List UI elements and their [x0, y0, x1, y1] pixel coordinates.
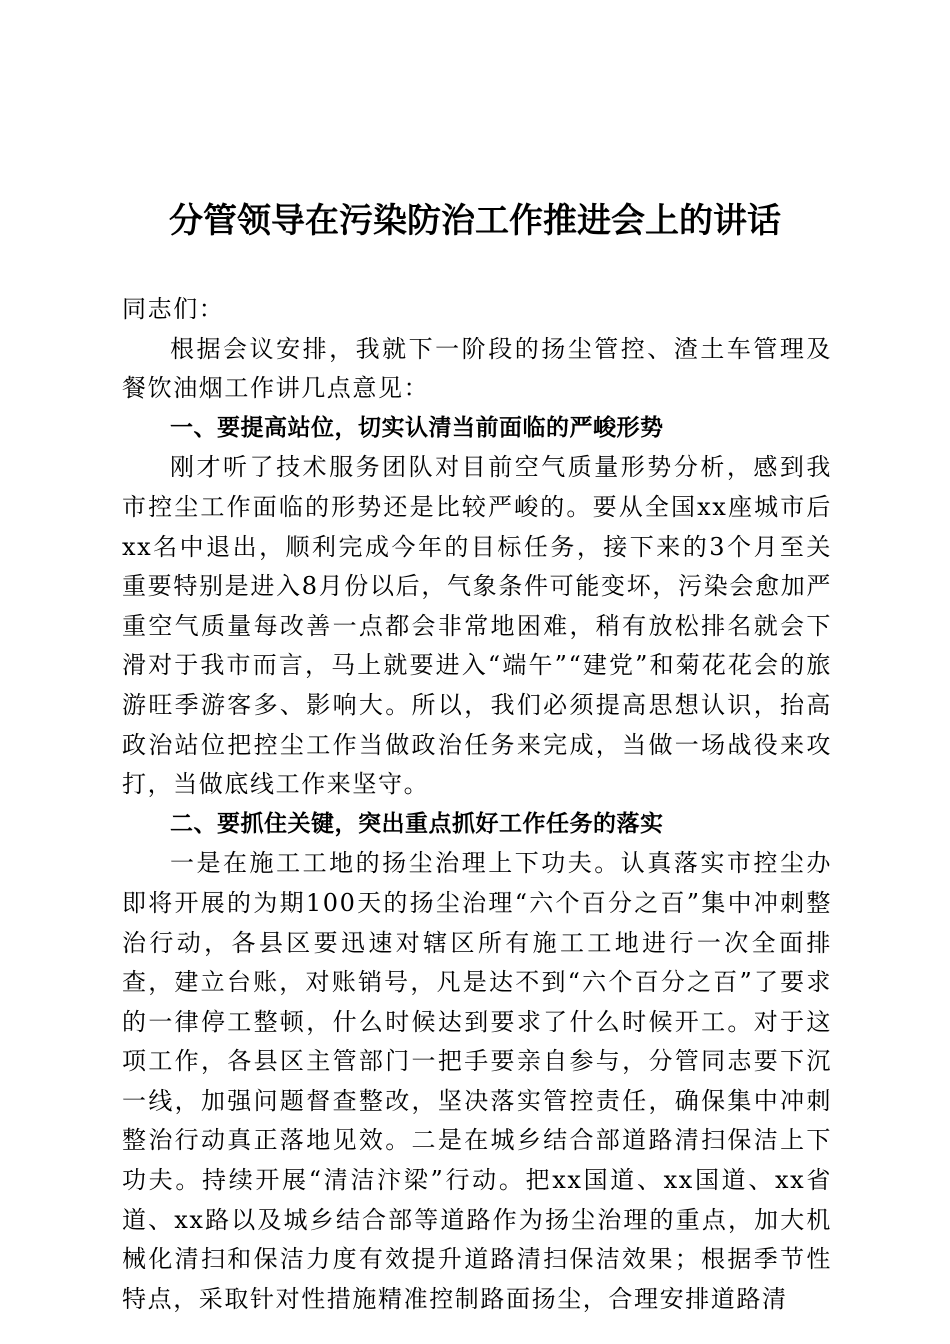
- section-2-heading: 二、要抓住关键，突出重点抓好工作任务的落实: [170, 810, 664, 837]
- intro-paragraph: 根据会议安排，我就下一阶段的扬尘管控、渣土车管理及餐饮油烟工作讲几点意见：: [122, 334, 832, 403]
- salutation: 同志们：: [122, 295, 225, 323]
- section-2-paragraph: 一是在施工工地的扬尘治理上下功夫。认真落实市控尘办即将开展的为期100天的扬尘治理“六个百分之百”集中冲刺整治行动，各县区要迅速对辖区所有施工工地进行一次全面排查，建立台账，对账销号，凡是达不到“六个百分之百”了要求的一律停工整顿，什么时候达到要求了什么时候开工。对于这项工作，各县区主管部门一把手要亲自参与，分管同志要下沉一线，加强问题督查整改，坚决落实管控责任，确保集中冲刺整治行动真正落地见效。二是在城乡结合部道路清扫保洁上下功夫。持续开展“清洁汴梁”行动。把xx国道、xx国道、xx省道、xx路以及城乡结合部等道路作为扬尘治理的重点，加大机械化清扫和保洁力度有效提升道路清扫保洁效果；根据季节性特点，采取针对性措施精准控制路面扬尘，合理安排道路清: [122, 849, 832, 1313]
- section-1-heading: 一、要提高站位，切实认清当前面临的严峻形势: [170, 414, 664, 441]
- document-title: 分管领导在污染防治工作推进会上的讲话: [169, 201, 781, 241]
- section-1-paragraph: 刚才听了技术服务团队对目前空气质量形势分析，感到我市控尘工作面临的形势还是比较严峻的。要从全国xx座城市后xx名中退出，顺利完成今年的目标任务，接下来的3个月至关重要特别是进入8月份以后，气象条件可能变坏，污染会愈加严重空气质量每改善一点都会非常地困难，稍有放松排名就会下滑对于我市而言，马上就要进入“端午”“建党”和菊花花会的旅游旺季游客多、影响大。所以，我们必须提高思想认识，抬高政治站位把控尘工作当做政治任务来完成，当做一场战役来攻打，当做底线工作来坚守。: [122, 453, 832, 799]
- document-body: [122, 290, 832, 1319]
